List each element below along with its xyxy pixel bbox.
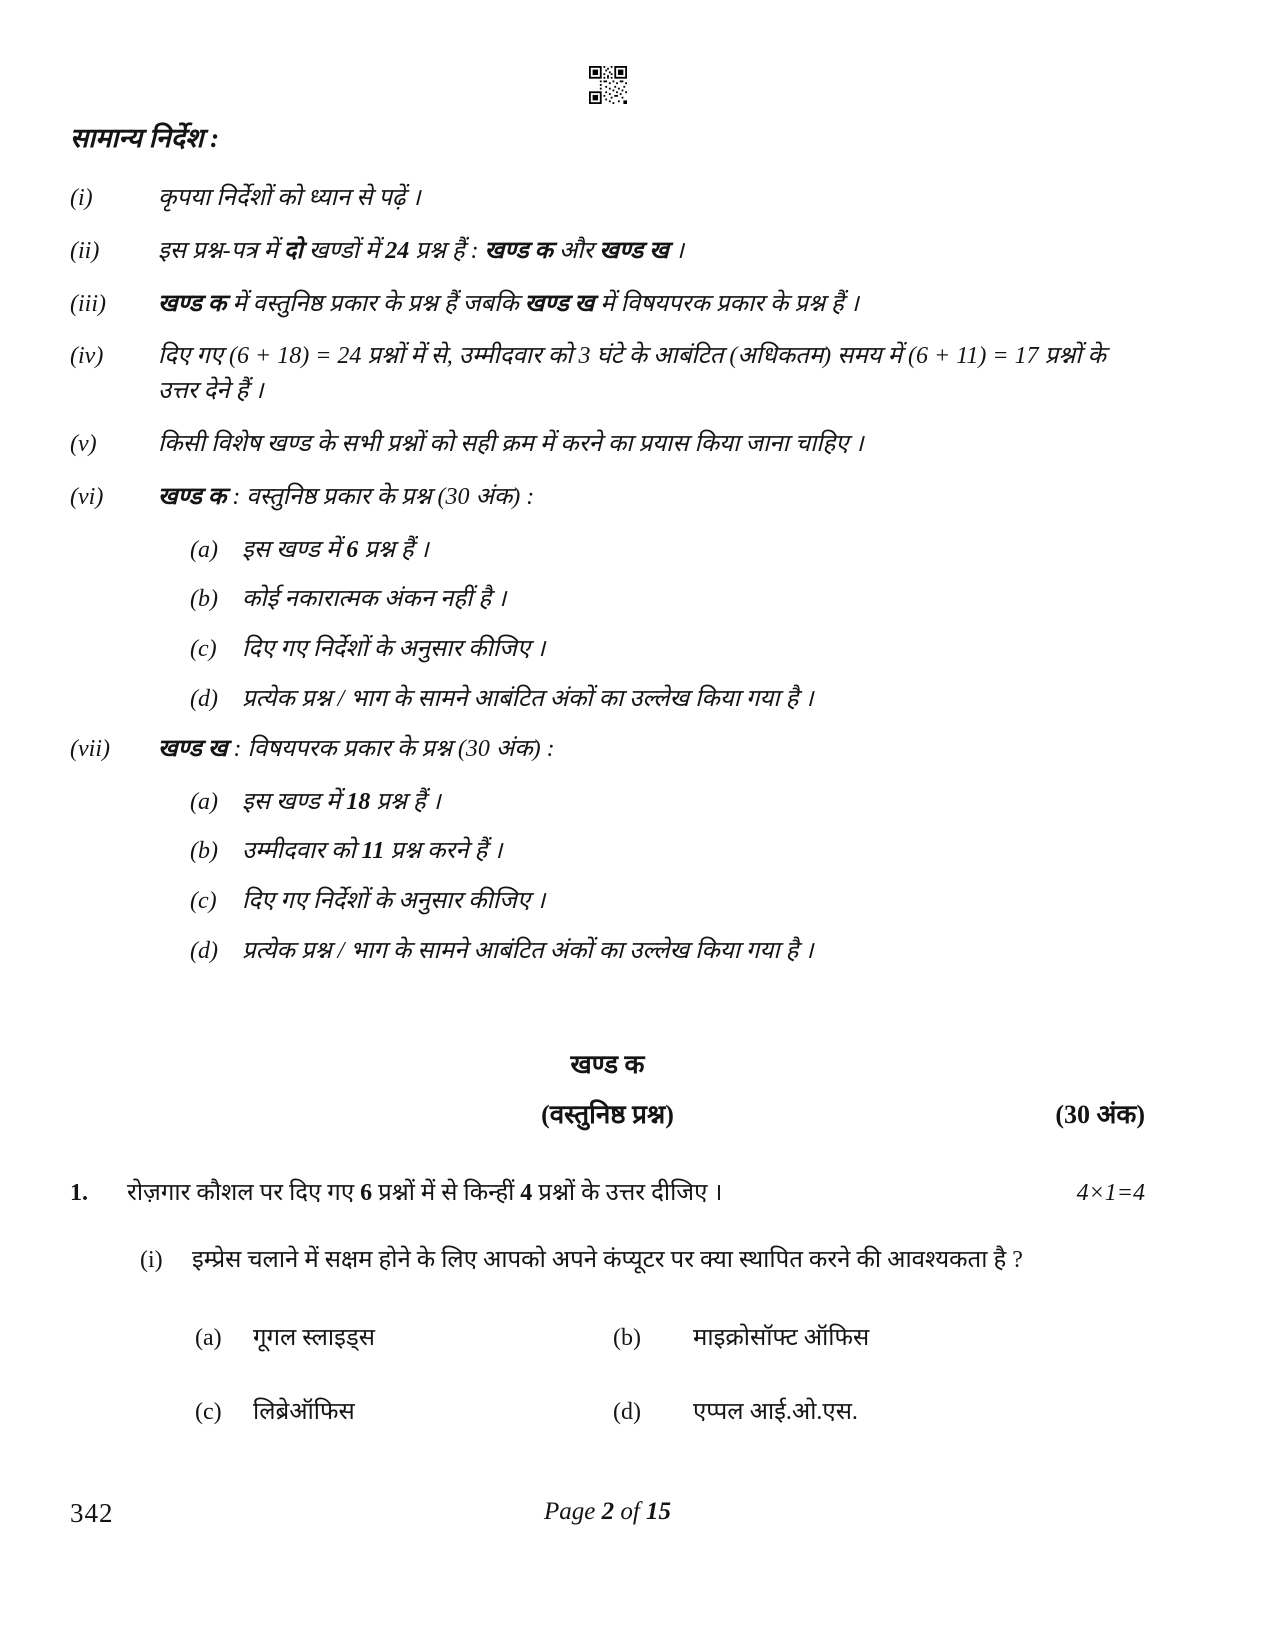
instruction-number: (vi) <box>70 483 104 510</box>
sub-instruction-text: दिए गए निर्देशों के अनुसार कीजिए । <box>242 888 546 915</box>
instruction-text: इस प्रश्न-पत्र में दो खण्डों में 24 प्रश्न हैं : खण्ड क और खण्ड ख । <box>158 237 684 264</box>
section-heading: खण्ड क <box>570 1049 645 1079</box>
sub-instruction <box>190 632 1145 667</box>
option-d <box>613 1396 1145 1428</box>
sub-instruction <box>190 682 1145 717</box>
question-number: 1. <box>70 1180 88 1207</box>
qr-code <box>70 64 1145 106</box>
sub-instruction-label: (b) <box>190 586 218 613</box>
sub-instruction-label: (b) <box>190 838 218 865</box>
sub-instruction-label: (d) <box>190 937 218 964</box>
instruction-item <box>70 339 1145 409</box>
sub-question-text: इम्प्रेस चलाने में सक्षम होने के लिए आपको अपने कंप्यूटर पर क्या स्थापित करने की आवश्यकता है ? <box>192 1247 1023 1274</box>
section-subheading: (वस्तुनिष्ठ प्रश्न) <box>541 1099 674 1129</box>
sub-instruction-text: इस खण्ड में 6 प्रश्न हैं । <box>242 536 429 563</box>
question-text: रोज़गार कौशल पर दिए गए 6 प्रश्नों में से किन्हीं 4 प्रश्नों के उत्तर दीजिए । <box>127 1180 723 1207</box>
instruction-text: खण्ड क में वस्तुनिष्ठ प्रकार के प्रश्न हैं जबकि खण्ड ख में विषयपरक प्रकार के प्रश्न हैं । <box>158 290 859 317</box>
option-label: (a) <box>195 1324 222 1351</box>
option-text: गूगल स्लाइड्स <box>253 1324 375 1351</box>
general-instructions-title: सामान्य निर्देश : <box>70 123 220 153</box>
sub-instruction-label: (c) <box>190 636 217 663</box>
instruction-number: (v) <box>70 430 97 457</box>
option-b <box>613 1322 1145 1354</box>
sub-instruction-text: इस खण्ड में 18 प्रश्न हैं । <box>242 788 441 815</box>
sub-instruction-text: दिए गए निर्देशों के अनुसार कीजिए । <box>242 636 546 663</box>
qr-code-icon <box>589 64 627 106</box>
instruction-text: कृपया निर्देशों को ध्यान से पढ़ें । <box>158 185 421 211</box>
sub-instruction-text: प्रत्येक प्रश्न / भाग के सामने आबंटित अंकों का उल्लेख किया गया है । <box>242 685 814 712</box>
instruction-number: (iv) <box>70 343 104 370</box>
sub-question-number: (i) <box>140 1247 163 1274</box>
instruction-number: (i) <box>70 185 93 211</box>
option-label: (c) <box>195 1399 222 1426</box>
instruction-item <box>70 732 1145 767</box>
sub-instruction-text: उम्मीदवार को 11 प्रश्न करने हैं । <box>242 838 503 865</box>
option-label: (b) <box>613 1324 641 1351</box>
instruction-item <box>70 287 1145 322</box>
sub-instruction <box>190 533 1145 568</box>
page-footer <box>70 1498 1145 1529</box>
sub-instruction-label: (c) <box>190 888 217 915</box>
instruction-number: (iii) <box>70 290 106 317</box>
instruction-text: दिए गए (6 + 18) = 24 प्रश्नों में से, उम्मीदवार को 3 घंटे के आबंटित (अधिकतम) समय में (6 + 11) = 17 प्रश्नों के उत्तर देने हैं । <box>158 343 1106 405</box>
sub-instruction <box>190 834 1145 869</box>
option-a <box>195 1322 613 1354</box>
instruction-item <box>70 181 1145 216</box>
sub-instruction <box>190 884 1145 919</box>
instruction-number: (ii) <box>70 237 100 264</box>
instruction-item <box>70 427 1145 462</box>
section-subline <box>70 1098 1145 1132</box>
options-grid <box>195 1322 1145 1429</box>
sub-instruction-label: (a) <box>190 536 218 563</box>
option-text: एप्पल आई.ओ.एस. <box>693 1399 858 1426</box>
option-text: लिब्रेऑफिस <box>253 1399 355 1426</box>
sub-instruction <box>190 582 1145 617</box>
paper-code: 342 <box>70 1498 114 1528</box>
option-text: माइक्रोसॉफ्ट ऑफिस <box>693 1324 870 1351</box>
sub-instruction-label: (a) <box>190 788 218 815</box>
instruction-item <box>70 234 1145 269</box>
page-number: Page 2 of 15 <box>543 1498 672 1525</box>
instruction-item <box>70 480 1145 515</box>
sub-instruction-text: प्रत्येक प्रश्न / भाग के सामने आबंटित अंकों का उल्लेख किया गया है । <box>242 937 814 964</box>
instruction-text: खण्ड क : वस्तुनिष्ठ प्रकार के प्रश्न (30 अंक) : <box>158 483 535 510</box>
instruction-text: खण्ड ख : विषयपरक प्रकार के प्रश्न (30 अंक) : <box>158 735 555 762</box>
instruction-text: किसी विशेष खण्ड के सभी प्रश्नों को सही क्रम में करने का प्रयास किया जाना चाहिए । <box>158 430 864 457</box>
question-marks: 4×1=4 <box>1076 1180 1145 1207</box>
sub-instruction-label: (d) <box>190 685 218 712</box>
instruction-number: (vii) <box>70 735 110 762</box>
sub-instruction <box>190 934 1145 969</box>
sub-question-i <box>140 1241 1145 1279</box>
sub-instruction-text: कोई नकारात्मक अंकन नहीं है । <box>242 586 507 613</box>
section-marks: (30 अंक) <box>1055 1099 1145 1129</box>
question-1 <box>70 1175 1145 1211</box>
sub-instruction <box>190 785 1145 820</box>
option-c <box>195 1396 613 1428</box>
option-label: (d) <box>613 1399 641 1426</box>
